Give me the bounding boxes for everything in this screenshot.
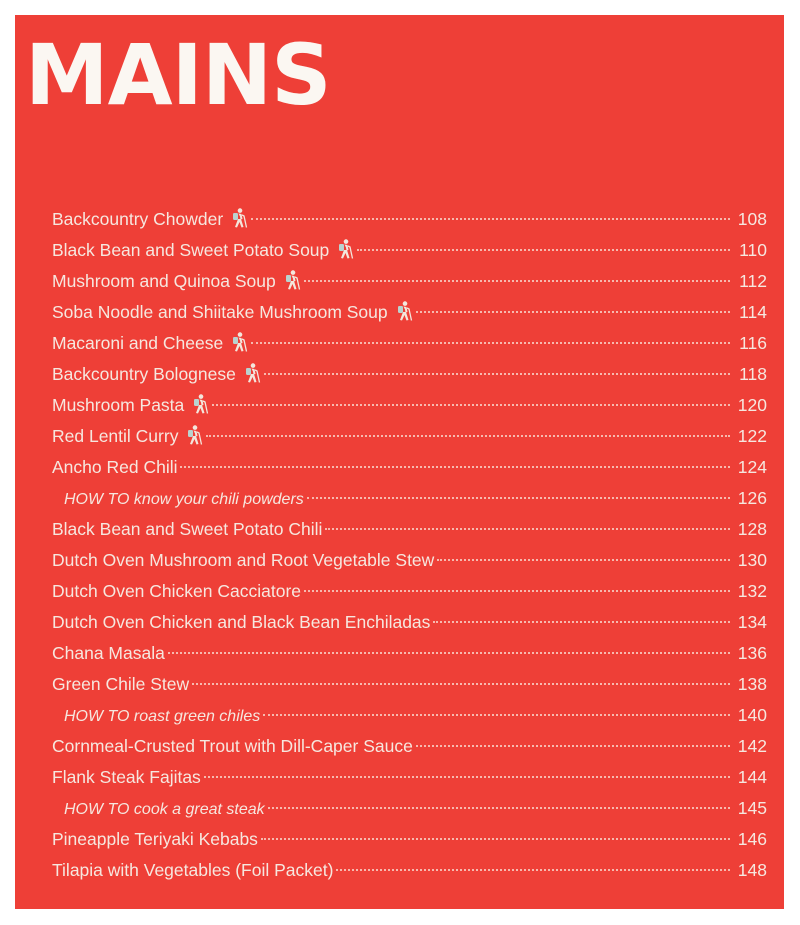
entry-title: Ancho Red Chili — [52, 457, 178, 477]
toc-howto-entry[interactable] — [52, 793, 767, 824]
dot-leader — [206, 435, 730, 437]
page-number: 120 — [737, 395, 767, 415]
hiker-icon — [283, 270, 301, 290]
dot-leader — [192, 683, 730, 685]
table-of-contents — [52, 204, 767, 886]
toc-entry[interactable] — [52, 607, 767, 638]
hiker-icon — [230, 208, 248, 228]
page-number: 124 — [737, 457, 767, 477]
hiker-icon — [230, 332, 248, 352]
page-number: 142 — [737, 736, 767, 756]
toc-entry[interactable] — [52, 390, 767, 421]
toc-entry[interactable] — [52, 204, 767, 235]
toc-page — [15, 15, 784, 909]
dot-leader — [251, 218, 730, 220]
page-number: 108 — [737, 209, 767, 229]
toc-entry[interactable] — [52, 514, 767, 545]
toc-entry[interactable] — [52, 297, 767, 328]
toc-entry[interactable] — [52, 266, 767, 297]
entry-title: Green Chile Stew — [52, 674, 190, 694]
entry-title: Chana Masala — [52, 643, 165, 663]
dot-leader — [204, 776, 730, 778]
page-number: 116 — [739, 333, 767, 353]
dot-leader — [307, 497, 730, 499]
dot-leader — [264, 373, 730, 375]
page-number: 148 — [737, 860, 767, 880]
hiker-icon — [191, 394, 209, 414]
entry-title: HOW TO cook a great steak — [64, 801, 265, 818]
toc-entry[interactable] — [52, 235, 767, 266]
entry-title: Black Bean and Sweet Potato Soup — [52, 240, 330, 260]
page-number: 122 — [737, 426, 767, 446]
page-number: 130 — [737, 550, 767, 570]
dot-leader — [251, 342, 730, 344]
toc-entry[interactable] — [52, 452, 767, 483]
entry-title: Dutch Oven Chicken Cacciatore — [52, 581, 301, 601]
page-number: 118 — [739, 364, 767, 384]
dot-leader — [304, 280, 730, 282]
entry-title: Black Bean and Sweet Potato Chili — [52, 519, 323, 539]
page-number: 136 — [737, 643, 767, 663]
entry-title: Dutch Oven Chicken and Black Bean Enchiladas — [52, 612, 431, 632]
toc-entry[interactable] — [52, 421, 767, 452]
dot-leader — [168, 652, 730, 654]
dot-leader — [437, 559, 730, 561]
page-number: 138 — [737, 674, 767, 694]
entry-title: Backcountry Bolognese — [52, 364, 236, 384]
entry-title: Mushroom and Quinoa Soup — [52, 271, 276, 291]
page-number: 140 — [737, 705, 767, 725]
dot-leader — [263, 714, 730, 716]
dot-leader — [261, 838, 730, 840]
toc-entry[interactable] — [52, 328, 767, 359]
hiker-icon — [243, 363, 261, 383]
toc-entry[interactable] — [52, 731, 767, 762]
toc-entry[interactable] — [52, 576, 767, 607]
toc-entry[interactable] — [52, 359, 767, 390]
dot-leader — [325, 528, 730, 530]
dot-leader — [433, 621, 730, 623]
hiker-icon — [395, 301, 413, 321]
dot-leader — [180, 466, 730, 468]
page-number: 144 — [737, 767, 767, 787]
page-number: 128 — [737, 519, 767, 539]
toc-entry[interactable] — [52, 669, 767, 700]
dot-leader — [416, 745, 730, 747]
entry-title: Pineapple Teriyaki Kebabs — [52, 829, 258, 849]
page-number: 112 — [739, 271, 767, 291]
toc-entry[interactable] — [52, 855, 767, 886]
entry-title: Red Lentil Curry — [52, 426, 179, 446]
entry-title: Tilapia with Vegetables (Foil Packet) — [52, 860, 334, 880]
dot-leader — [336, 869, 730, 871]
section-title: MAINS — [25, 26, 331, 124]
page-number: 110 — [739, 240, 767, 260]
entry-title: HOW TO know your chili powders — [64, 491, 304, 508]
toc-entry[interactable] — [52, 638, 767, 669]
page-number: 134 — [737, 612, 767, 632]
dot-leader — [304, 590, 730, 592]
entry-title: Dutch Oven Mushroom and Root Vegetable Stew — [52, 550, 435, 570]
entry-title: Soba Noodle and Shiitake Mushroom Soup — [52, 302, 388, 322]
toc-entry[interactable] — [52, 762, 767, 793]
toc-howto-entry[interactable] — [52, 483, 767, 514]
toc-entry[interactable] — [52, 545, 767, 576]
page-number: 145 — [737, 798, 767, 818]
toc-entry[interactable] — [52, 824, 767, 855]
page-number: 132 — [737, 581, 767, 601]
entry-title: Flank Steak Fajitas — [52, 767, 201, 787]
page-number: 114 — [739, 302, 767, 322]
entry-title: Mushroom Pasta — [52, 395, 185, 415]
dot-leader — [212, 404, 730, 406]
page-number: 146 — [737, 829, 767, 849]
entry-title: HOW TO roast green chiles — [64, 708, 261, 725]
dot-leader — [357, 249, 730, 251]
toc-howto-entry[interactable] — [52, 700, 767, 731]
dot-leader — [416, 311, 730, 313]
hiker-icon — [185, 425, 203, 445]
dot-leader — [268, 807, 730, 809]
entry-title: Macaroni and Cheese — [52, 333, 224, 353]
entry-title: Backcountry Chowder — [52, 209, 224, 229]
hiker-icon — [336, 239, 354, 259]
entry-title: Cornmeal-Crusted Trout with Dill-Caper Sauce — [52, 736, 413, 756]
page-number: 126 — [737, 488, 767, 508]
